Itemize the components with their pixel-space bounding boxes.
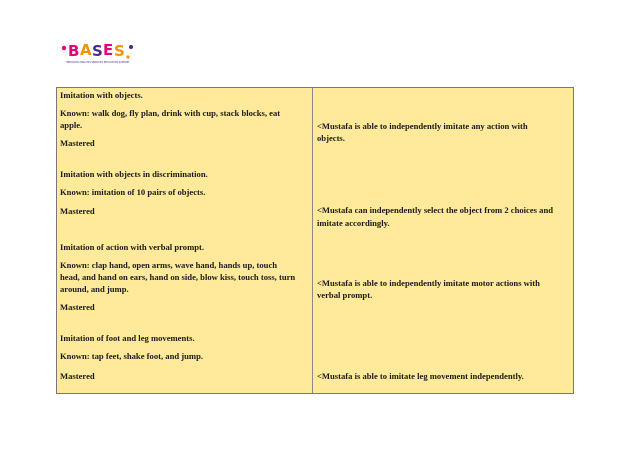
known-line: apple. xyxy=(60,120,83,130)
comment-line: <Mustafa is able to independently imitate any action with xyxy=(317,121,528,131)
logo-tagline: BEHAVIOR ANALYSIS SERVICES EDUCATION SUPPORT xyxy=(66,61,130,64)
logo-letter: A xyxy=(80,41,92,59)
known-line: Known: walk dog, fly plan, drink with cup, stack blocks, eat xyxy=(60,108,281,118)
comment-line: <Mustafa is able to independently imitate motor actions with xyxy=(317,278,540,288)
progress-report-table xyxy=(56,87,574,394)
status-label: Mastered xyxy=(60,138,95,148)
known-line: Known: clap hand, open arms, wave hand, hands up, touch xyxy=(60,260,278,270)
skill-title: Imitation of action with verbal prompt. xyxy=(60,242,205,252)
status-label: Mastered xyxy=(60,371,95,381)
known-line: Known: imitation of 10 pairs of objects. xyxy=(60,187,206,197)
comment-line: <Mustafa can independently select the object from 2 choices and xyxy=(317,205,554,215)
skill-title: Imitation with objects in discrimination. xyxy=(60,169,208,179)
comment-line: <Mustafa is able to imitate leg movement independently. xyxy=(317,371,524,381)
skill-title: Imitation of foot and leg movements. xyxy=(60,333,195,343)
skill-title: Imitation with objects. xyxy=(60,90,143,100)
comment-line: objects. xyxy=(317,133,345,143)
logo-letter: E xyxy=(103,41,114,59)
logo-dot xyxy=(126,55,129,58)
comment-line: verbal prompt. xyxy=(317,290,373,300)
logo-letter: S xyxy=(92,42,103,60)
known-line: head, and hand on ears, hand on side, blow kiss, touch toss, turn xyxy=(60,272,296,282)
bases-logo-graphic xyxy=(58,38,138,68)
logo-dot xyxy=(62,46,66,50)
skills-column xyxy=(57,88,313,393)
logo-letter: S xyxy=(114,42,125,60)
comments-column xyxy=(313,88,573,393)
logo-letter: B xyxy=(68,42,80,60)
bases-logo xyxy=(58,38,138,68)
comment-line: imitate accordingly. xyxy=(317,218,390,228)
known-line: Known: tap feet, shake foot, and jump. xyxy=(60,351,204,361)
status-label: Mastered xyxy=(60,206,95,216)
logo-dot xyxy=(129,45,133,49)
known-line: around, and jump. xyxy=(60,284,129,294)
status-label: Mastered xyxy=(60,302,95,312)
